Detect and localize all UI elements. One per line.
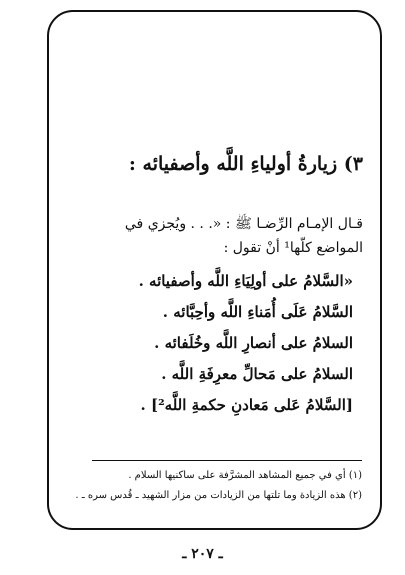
footnote-2: (٢) هذه الزيادة وما تلتها من الزيادات من مزار الشهيد ـ قُدس سره ـ . xyxy=(75,490,362,501)
footnote-1: (١) أي في جميع المشاهد المشرَّفة على ساكنيها السلام . xyxy=(128,470,362,481)
page-number: ـ ٢٠٧ ـ xyxy=(182,546,223,562)
intro-line-2: المواضع كلّها¹ أنْ تقول : xyxy=(223,240,363,256)
salutation-list xyxy=(68,266,363,421)
salutation-1: «السَّلامُ على أولِيَاءِ اللَّه وأصفيائه . xyxy=(138,272,353,290)
main-content xyxy=(68,150,363,421)
section-heading: ٣) زيارةُ أولياءِ اللَّه وأصفيائه : xyxy=(128,153,363,175)
footnotes xyxy=(60,466,362,506)
intro-line-1: قـال الإمـام الرِّضـا ﷺ : «. . . ويُجزي في xyxy=(124,216,363,232)
salutation-3: السلامُ على أنصارِ اللَّه وخُلَفائه . xyxy=(154,334,353,352)
salutation-4: السلامُ على مَحالِّ معرِفَةِ اللَّه . xyxy=(161,365,353,383)
salutation-2: السَّلامُ عَلَى أُمَناءِ اللَّه وأحِبَّائه . xyxy=(162,303,353,321)
footnote-divider xyxy=(92,460,362,461)
salutation-5: [السَّلامُ عَلى مَعادنِ حكمةِ اللَّه²] . xyxy=(140,396,353,414)
